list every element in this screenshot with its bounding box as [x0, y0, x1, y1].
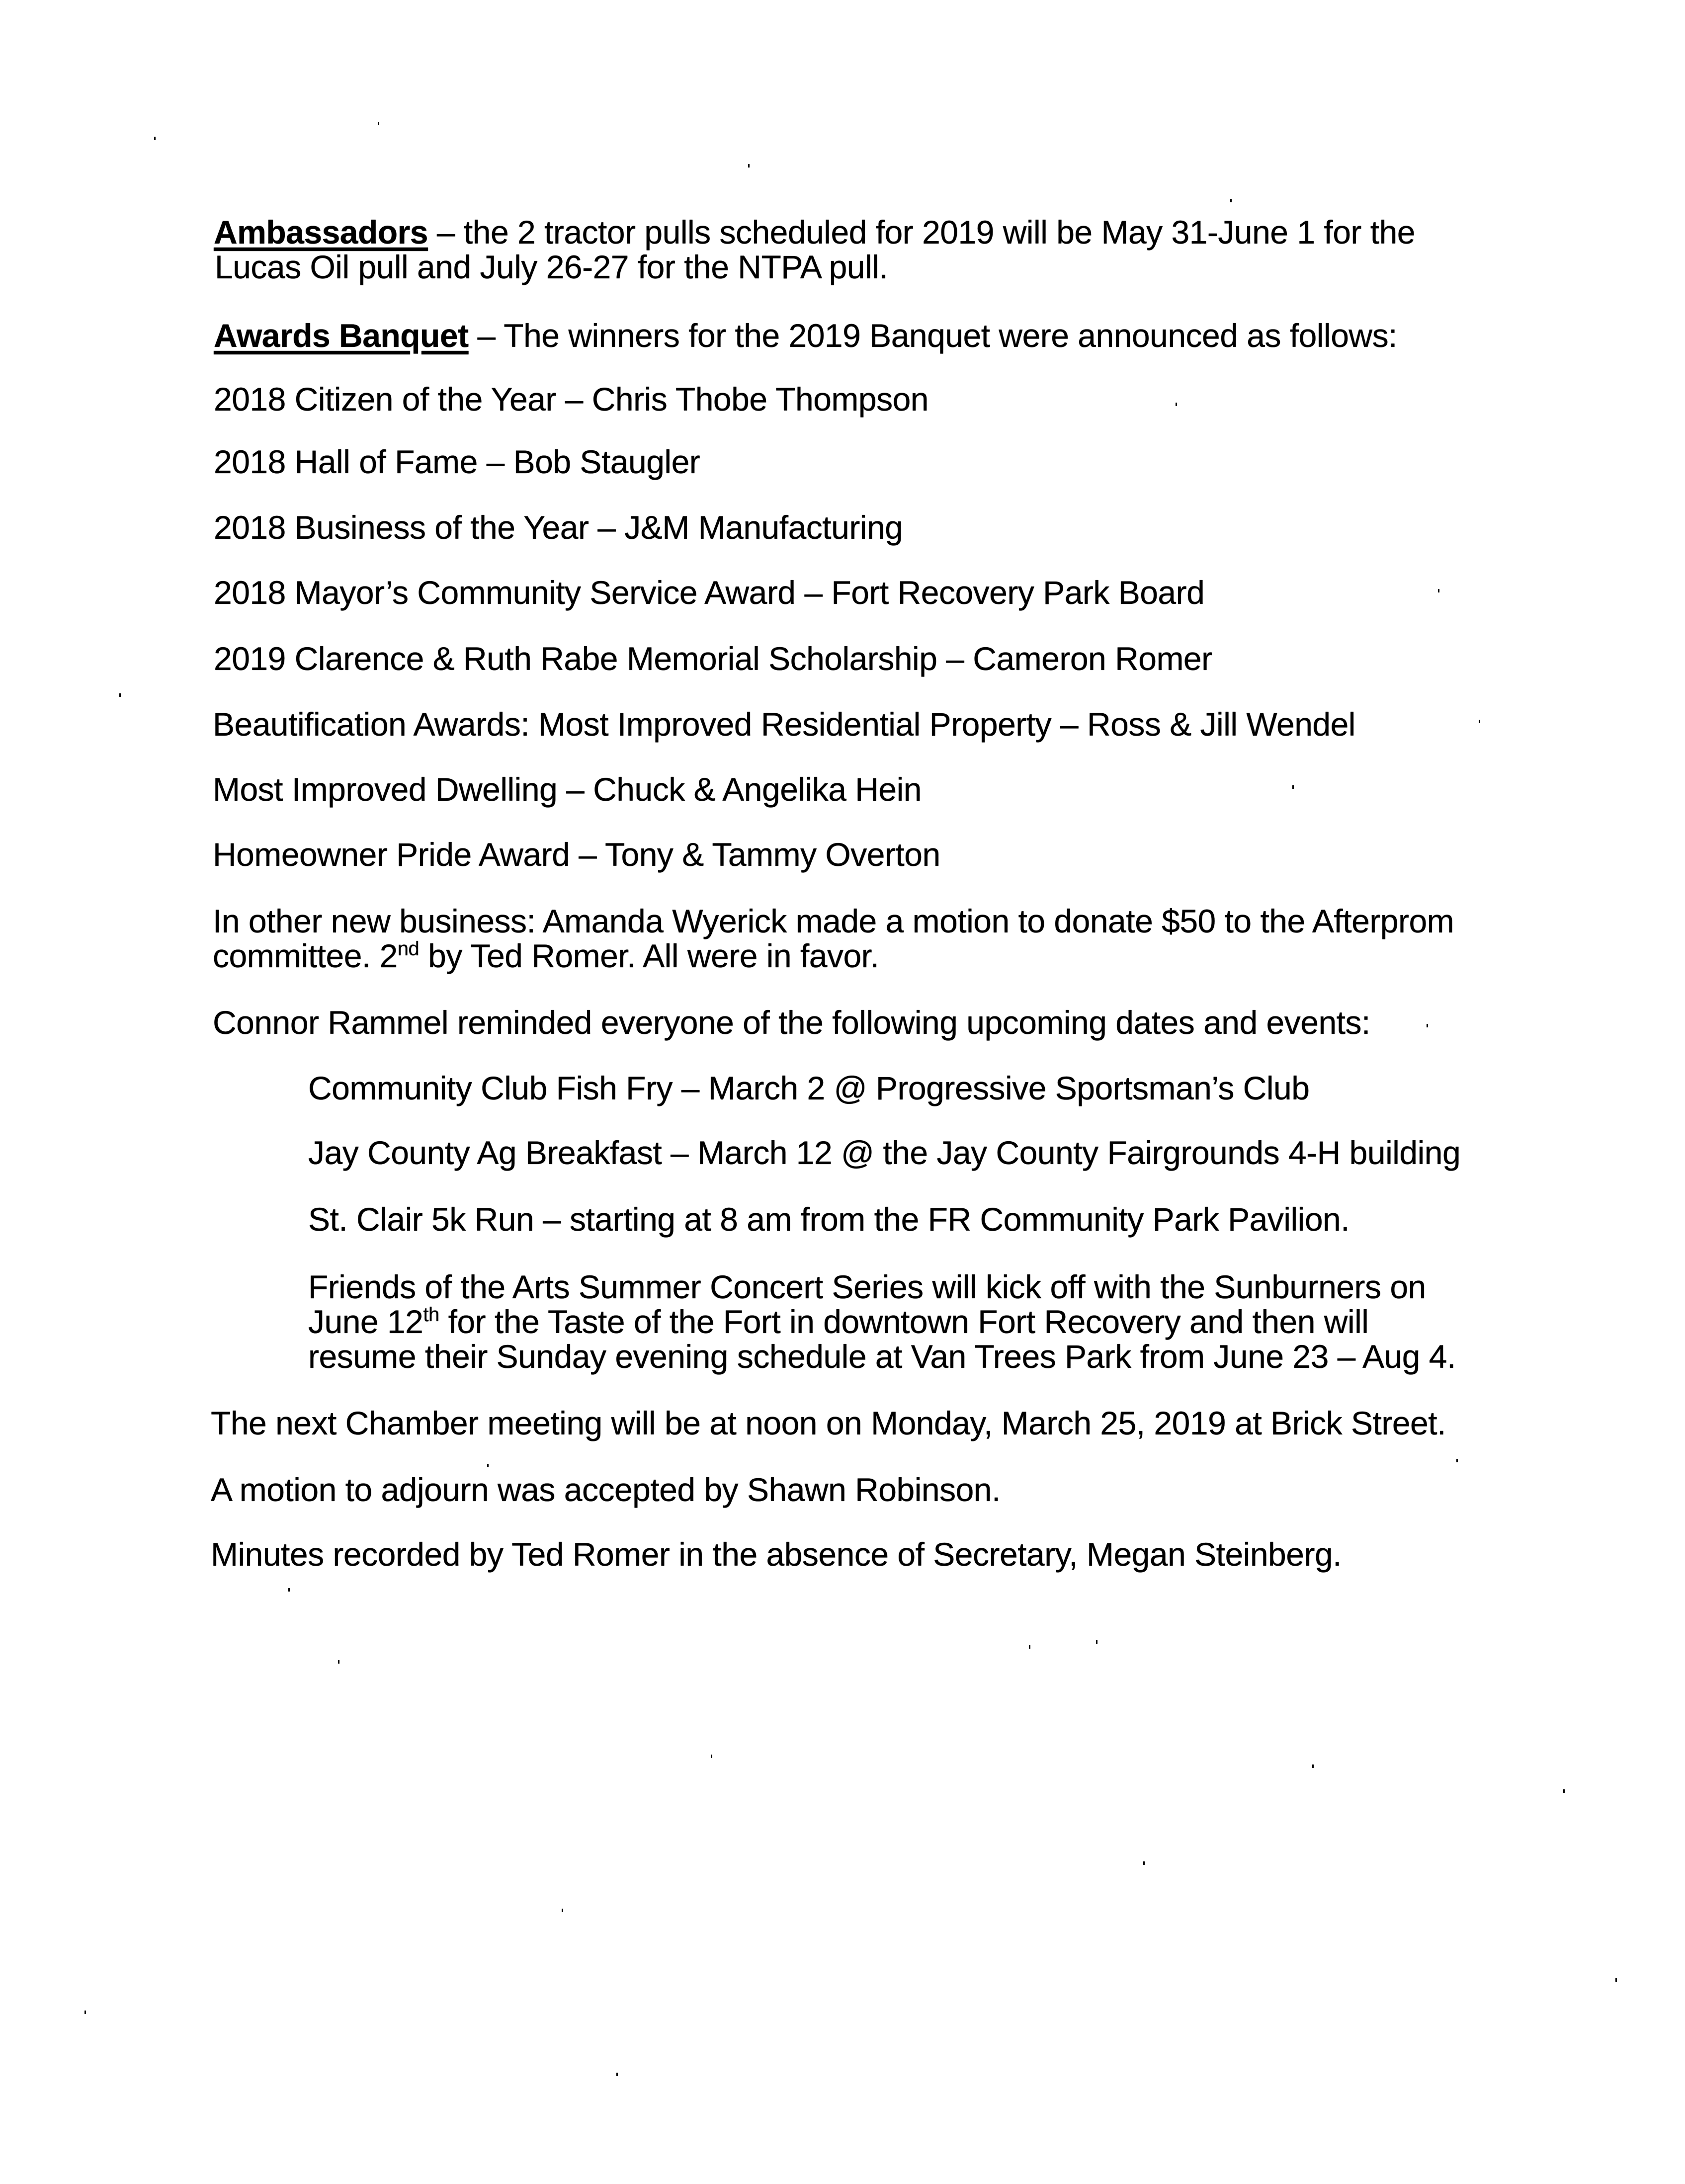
- ordinal-suffix: nd: [397, 938, 420, 960]
- ambassadors-text: – the 2 tractor pulls scheduled for 2019 will be May 31-June 1 for the: [428, 214, 1415, 251]
- awards-banquet-intro-text: – The winners for the 2019 Banquet were announced as follows:: [468, 317, 1397, 354]
- scan-speck: [1615, 1978, 1617, 1982]
- scan-speck: [1096, 1640, 1097, 1644]
- scan-speck: [1029, 1645, 1030, 1649]
- upcoming-event: Community Club Fish Fry – March 2 @ Progressive Sportsman’s Club: [308, 1070, 1310, 1106]
- next-meeting: The next Chamber meeting will be at noon on Monday, March 25, 2019 at Brick Street.: [211, 1405, 1446, 1441]
- upcoming-event: St. Clair 5k Run – starting at 8 am from the FR Community Park Pavilion.: [308, 1201, 1350, 1238]
- award-winner: Most Improved Dwelling – Chuck & Angelika Hein: [213, 771, 922, 808]
- new-business-text: committee. 2: [213, 937, 398, 974]
- scan-speck: [616, 2073, 618, 2076]
- scan-speck: [288, 1588, 290, 1592]
- ambassadors-paragraph-line-1: [214, 215, 1415, 250]
- scan-speck: [1456, 1459, 1458, 1462]
- scan-speck: [1143, 1861, 1145, 1865]
- scan-speck: [1563, 1789, 1565, 1793]
- scan-speck: [562, 1909, 563, 1912]
- concert-series-text: for the Taste of the Fort in downtown Fort Recovery and then will: [439, 1303, 1369, 1340]
- upcoming-event: Jay County Ag Breakfast – March 12 @ the Jay County Fairgrounds 4-H building: [308, 1134, 1461, 1171]
- scan-speck: [1176, 403, 1177, 406]
- new-business-line-1: In other new business: Amanda Wyerick made a motion to donate $50 to the Afterprom: [213, 903, 1454, 939]
- ambassadors-heading: Ambassadors: [214, 214, 428, 251]
- scan-speck: [1230, 199, 1232, 202]
- scan-speck: [711, 1755, 712, 1758]
- concert-series-line-2: [308, 1304, 1368, 1339]
- scan-speck: [338, 1660, 339, 1664]
- award-winner: 2018 Mayor’s Community Service Award – Fort Recovery Park Board: [214, 574, 1205, 611]
- scan-speck: [1438, 589, 1439, 592]
- scan-speck: [748, 164, 750, 168]
- scan-speck: [154, 137, 156, 140]
- scan-speck: [119, 693, 121, 697]
- adjourn-motion: A motion to adjourn was accepted by Shawn Robinson.: [211, 1471, 1001, 1508]
- scan-speck: [84, 2011, 86, 2014]
- award-winner: 2019 Clarence & Ruth Rabe Memorial Scholarship – Cameron Romer: [214, 640, 1212, 677]
- minutes-recorded-by: Minutes recorded by Ted Romer in the absence of Secretary, Megan Steinberg.: [211, 1536, 1342, 1573]
- upcoming-intro: Connor Rammel reminded everyone of the following upcoming dates and events:: [213, 1004, 1370, 1041]
- award-winner: 2018 Business of the Year – J&M Manufacturing: [214, 509, 903, 546]
- scan-speck: [1427, 1024, 1428, 1027]
- scan-speck: [1479, 720, 1480, 723]
- awards-banquet-intro: [214, 318, 1397, 353]
- new-business-line-2: [213, 938, 879, 973]
- scan-speck: [1292, 785, 1294, 789]
- scan-speck: [378, 122, 379, 125]
- new-business-text: by Ted Romer. All were in favor.: [419, 937, 879, 974]
- concert-series-line-3: resume their Sunday evening schedule at Van Trees Park from June 23 – Aug 4.: [308, 1338, 1456, 1375]
- award-winner: Homeowner Pride Award – Tony & Tammy Overton: [213, 836, 940, 873]
- ordinal-suffix: th: [423, 1304, 439, 1326]
- award-winner: 2018 Citizen of the Year – Chris Thobe Thompson: [214, 381, 929, 418]
- award-winner: 2018 Hall of Fame – Bob Staugler: [214, 443, 700, 480]
- ambassadors-paragraph-line-2: Lucas Oil pull and July 26-27 for the NTPA pull.: [215, 249, 888, 285]
- concert-series-text: June 12: [308, 1303, 423, 1340]
- awards-banquet-heading: Awards Banquet: [214, 317, 469, 354]
- concert-series-line-1: Friends of the Arts Summer Concert Series will kick off with the Sunburners on: [308, 1268, 1426, 1305]
- scan-speck: [487, 1464, 489, 1467]
- scan-speck: [1312, 1764, 1314, 1768]
- award-winner: Beautification Awards: Most Improved Residential Property – Ross & Jill Wendel: [213, 706, 1355, 743]
